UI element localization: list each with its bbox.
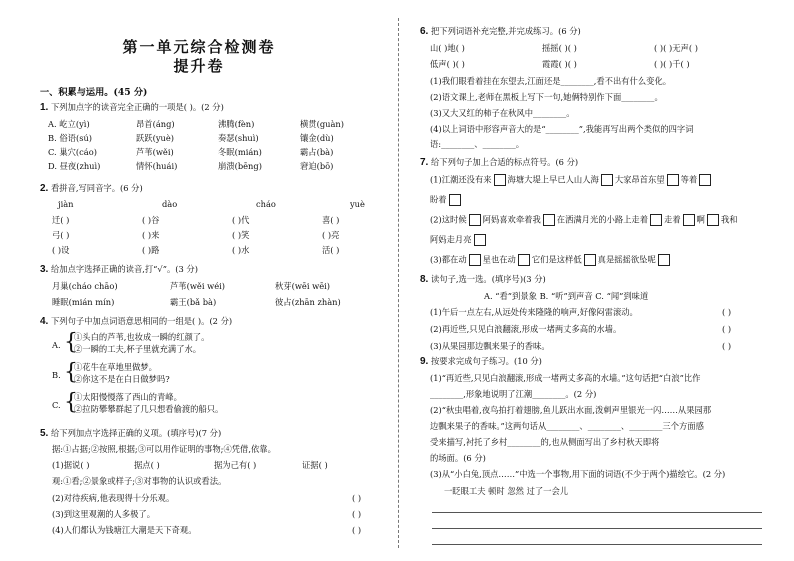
blank-cell[interactable]: ( )笑 — [232, 230, 250, 240]
option-line: ①头白的芦苇,也妆成一瞬的红颜了。 — [74, 332, 210, 342]
option-line: ①花牛在草地里做梦。 — [74, 362, 157, 372]
option-cell: 跃跃(yuè) — [136, 133, 175, 143]
punct-box[interactable] — [601, 174, 613, 186]
q9-line: (2)“秋虫唱着,夜鸟拍打着翅膀,鱼儿跃出水面,泼刺声里银光一闪……从果园那 — [430, 405, 712, 415]
q1-text: 下列加点字的读音完全正确的一项是( )。(2 分) — [50, 102, 224, 112]
punct-box[interactable] — [683, 214, 695, 226]
option-cell: 昂首(áng) — [136, 119, 175, 129]
option-line: ②你这不是在白日做梦吗? — [74, 374, 170, 384]
sentence-part: 阿妈喜欢牵着我 — [482, 214, 541, 225]
q9-line: ________,形象地说明了江潮________。(2 分) — [430, 389, 597, 399]
q4-stem — [40, 316, 232, 327]
option-cell: 横贯(guàn) — [300, 119, 345, 129]
sentence-part: 等着 — [680, 174, 698, 185]
option-label: B. — [52, 370, 61, 380]
q7-line — [430, 214, 738, 226]
choice-cell[interactable]: 芦苇(wěi wéi) — [170, 281, 226, 291]
blank-cell[interactable]: 喜( ) — [322, 215, 340, 225]
answer-paren[interactable]: ( ) — [352, 509, 362, 519]
sentence-part: (3)都在动 — [430, 254, 467, 265]
option-label: C. — [52, 400, 61, 410]
pinyin: yuè — [350, 199, 365, 209]
q9-line: 边飘来果子的香味。”这两句话从________、________、________三个方面感 — [430, 421, 704, 431]
q9-text: 按要求完成句子练习。(10 分) — [430, 356, 542, 366]
choice-cell[interactable]: 睡眠(mián mín) — [52, 297, 115, 307]
q2-grid — [52, 215, 382, 255]
q8-number: 8. — [420, 274, 429, 285]
blank-cell[interactable]: ( )水 — [232, 245, 250, 255]
option-cell: 崩溃(bēng) — [218, 161, 262, 171]
q5-text: 给下列加点字选择正确的义项。(填序号)(7 分) — [50, 428, 222, 438]
option-cell: 窘迫(bō) — [300, 161, 334, 171]
punct-box[interactable] — [658, 254, 670, 266]
q3-grid — [52, 281, 382, 307]
sentence-part: 走着 — [664, 214, 681, 225]
answer-paren[interactable]: ( ) — [722, 341, 732, 351]
section-heading: 一、积累与运用。(45 分) — [40, 87, 148, 98]
pinyin: jiàn — [58, 199, 74, 209]
q2-number: 2. — [40, 183, 49, 194]
q7-line — [430, 234, 488, 246]
q7-number: 7. — [420, 157, 429, 168]
option-cell: 霸占(bà) — [300, 147, 334, 157]
blank-cell[interactable]: ( )( )千( ) — [654, 59, 690, 69]
q8-item: (2)再近些,只见白浪翻滚,形成一堵两丈多高的水墙。 — [430, 324, 622, 334]
punct-box[interactable] — [699, 174, 711, 186]
blank-cell[interactable]: 迁( ) — [52, 215, 70, 225]
q6-item: (1)我们眼看着挂在东望去,江面还是________,看不出有什么变化。 — [430, 76, 672, 86]
choice-cell[interactable]: 霸王(bǎ bà) — [170, 297, 217, 307]
q8-text: 读句子,选一选。(填序号)(3 分) — [430, 274, 546, 284]
blank-cell[interactable]: (1)据说( ) — [52, 460, 90, 470]
blank-cell[interactable]: ( )代 — [232, 215, 250, 225]
option-line: ①太阳慢慢落了西山的青峰。 — [74, 392, 182, 402]
q2-text: 看拼音,写同音字。(6 分) — [50, 183, 143, 193]
pinyin: cháo — [256, 199, 276, 209]
sentence-part: (1)江潮还没有来 — [430, 174, 492, 185]
sentence-part: (2)这时候 — [430, 214, 467, 225]
q6-row — [430, 59, 770, 69]
option-line: ②拉防攀攀群起了几只想看偷渡的船只。 — [74, 404, 224, 414]
page-title: 第一单元综合检测卷 — [122, 38, 276, 56]
answer-line[interactable] — [432, 544, 762, 545]
q9-line: 的场面。(6 分) — [430, 453, 486, 463]
punct-box[interactable] — [469, 254, 481, 266]
blank-cell[interactable]: 据为己有( ) — [214, 460, 257, 470]
q8-stem — [420, 274, 546, 285]
option-cell: 沸腾(fèn) — [218, 119, 255, 129]
q1-row — [48, 161, 378, 171]
option-cell: 冬眠(mián) — [218, 147, 262, 157]
q9-number: 9. — [420, 356, 429, 367]
q9-line: 受来描写,衬托了乡村________的,也从侧面写出了乡村秋天即将 — [430, 437, 660, 447]
option-cell: 奏瑟(shuì) — [218, 133, 259, 143]
q5-stem — [40, 428, 221, 439]
blank-cell[interactable]: ( )谷 — [142, 215, 160, 225]
choice-cell[interactable]: 秋芽(wēi wēi) — [275, 281, 331, 291]
punct-box[interactable] — [494, 174, 506, 186]
q5-item: (4)人们都认为钱塘江大潮是天下奇观。 — [52, 525, 197, 535]
option-cell: 芦苇(wěi) — [136, 147, 174, 157]
q3-stem — [40, 264, 198, 275]
q5-item: (3)到这里观潮的人多极了。 — [52, 509, 156, 519]
q6-number: 6. — [420, 26, 429, 37]
q1-row — [48, 147, 378, 157]
option-cell: A. 屹立(yì) — [48, 119, 90, 129]
option-cell: B. 俗语(sú) — [48, 133, 93, 143]
punct-box[interactable] — [584, 254, 596, 266]
q2-row — [52, 230, 382, 240]
blank-cell[interactable]: ( )亮 — [322, 230, 340, 240]
blank-cell[interactable]: ( )路 — [142, 245, 160, 255]
q6-text: 把下列词语补充完整,并完成练习。(6 分) — [430, 26, 581, 36]
q6-item: (2)语文课上,老师在黑板上写下一句,她俩特别作下面________。 — [430, 92, 663, 102]
q6-item: 语:________、________。 — [430, 139, 525, 149]
blank-cell[interactable]: ( )设 — [52, 245, 70, 255]
punct-box[interactable] — [543, 214, 555, 226]
sentence-part: 阿妈走月亮 — [430, 234, 472, 245]
option-cell: C. 巢穴(cáo) — [48, 147, 97, 157]
q1-stem — [40, 102, 224, 113]
page-subtitle: 提升卷 — [173, 57, 225, 75]
punct-box[interactable] — [449, 194, 461, 206]
option-line: ②一瞬的工夫,杯子里就充满了水。 — [74, 344, 202, 354]
q2-stem — [40, 183, 143, 194]
brace-icon: { — [64, 330, 78, 355]
q7-line — [430, 174, 713, 186]
blank-cell[interactable]: 摇摇( )( ) — [542, 43, 577, 53]
answer-line[interactable] — [432, 512, 762, 513]
blank-cell[interactable]: 据点( ) — [134, 460, 160, 470]
answer-paren[interactable]: ( ) — [722, 324, 732, 334]
blank-cell[interactable]: 低声( )( ) — [430, 59, 465, 69]
option-cell: 情怀(huái) — [136, 161, 178, 171]
q6-row — [430, 43, 770, 53]
q3-text: 给加点字选择正确的读音,打“√”。(3 分) — [50, 264, 198, 274]
answer-line[interactable] — [432, 528, 762, 529]
q1-number: 1. — [40, 102, 49, 113]
q6-item: (3)又大又红的柿子在秋风中________。 — [430, 108, 575, 118]
q6-item: (4)以上词语中形容声音大的是“________”,我能再写出两个类似的四字词 — [430, 124, 694, 134]
choice-cell[interactable]: 彼占(zhān zhàn) — [275, 297, 341, 307]
q2-pinyin-row — [58, 199, 388, 209]
sentence-part: 真是摇摇欲坠呢 — [597, 254, 656, 265]
q8-item: (1)午后一点左右,从远处传来隆隆的响声,好像闷雷滚动。 — [430, 307, 638, 317]
punct-box[interactable] — [650, 214, 662, 226]
blank-cell[interactable]: ( )来 — [142, 230, 160, 240]
sentence-part: 大家昂首东望 — [614, 174, 665, 185]
punct-box[interactable] — [667, 174, 679, 186]
pinyin: dào — [162, 199, 178, 209]
q5-definitions-guan: 观:①看;②景象或样子;③对事物的认识或看法。 — [52, 476, 227, 486]
q6-stem — [420, 26, 581, 37]
q2-row — [52, 245, 382, 255]
q3-number: 3. — [40, 264, 49, 275]
q5-number: 5. — [40, 428, 49, 439]
blank-cell[interactable]: ( )( )无声( ) — [654, 43, 698, 53]
sentence-part: 我和 — [720, 214, 738, 225]
q7-line — [430, 194, 463, 206]
q5-item: (2)对待疾病,他表现得十分乐观。 — [52, 493, 175, 503]
option-cell: D. 昼夜(zhuì) — [48, 161, 101, 171]
blank-cell[interactable]: 证据( ) — [302, 460, 328, 470]
q8-item: (3)从果园那边飘来果子的香味。 — [430, 341, 550, 351]
q1-row — [48, 119, 378, 129]
q7-text: 给下列句子加上合适的标点符号。(6 分) — [430, 157, 579, 167]
q4-text: 下列句子中加点词语意思相同的一组是( )。(2 分) — [50, 316, 233, 326]
q4-number: 4. — [40, 316, 49, 327]
answer-paren[interactable]: ( ) — [352, 525, 362, 535]
blank-cell[interactable]: 活( ) — [322, 245, 340, 255]
punct-box[interactable] — [707, 214, 719, 226]
blank-cell[interactable]: 霞霞( )( ) — [542, 59, 577, 69]
brace-icon: { — [64, 360, 78, 385]
punct-box[interactable] — [469, 214, 481, 226]
sentence-part: 盼着 — [430, 194, 447, 205]
blank-cell[interactable]: 弓( ) — [52, 230, 70, 240]
sentence-part: 在洒满月光的小路上走着 — [556, 214, 649, 225]
q2-row — [52, 215, 382, 225]
punct-box[interactable] — [474, 234, 486, 246]
sentence-part: 海塘大堤上早已人山人海 — [507, 174, 599, 185]
q3-row — [52, 297, 382, 307]
q7-stem — [420, 157, 578, 168]
brace-icon: { — [64, 390, 78, 415]
q9-stem — [420, 356, 542, 367]
q8-options: A. “看”到景象 B. “听”到声音 C. “闻”到味道 — [484, 291, 649, 301]
punct-box[interactable] — [518, 254, 530, 266]
option-cell: 镶金(dù) — [300, 133, 334, 143]
answer-paren[interactable]: ( ) — [722, 307, 732, 317]
q9-line: (1)“再近些,只见白浪翻滚,形成一堵两丈多高的水墙。”这句话把“白浪”比作 — [430, 373, 701, 383]
q5-definitions-ju: 据:①占据;②按照,根据;③可以用作证明的事物;④凭借,依靠。 — [52, 444, 276, 454]
q1-options — [48, 119, 378, 171]
sentence-part: 星也在动 — [482, 254, 516, 265]
choice-cell[interactable]: 月巢(cháo chāo) — [52, 281, 118, 291]
q9-word-bank: 一眨眼工夫 顿时 忽然 过了一会儿 — [444, 486, 569, 496]
q3-row — [52, 281, 382, 291]
answer-paren[interactable]: ( ) — [352, 493, 362, 503]
option-label: A. — [52, 340, 61, 350]
q7-line — [430, 254, 672, 266]
sentence-part: 它们是这样低 — [531, 254, 582, 265]
sentence-part: 啊 — [696, 214, 705, 225]
column-divider — [398, 18, 399, 548]
q1-row — [48, 133, 378, 143]
blank-cell[interactable]: 山( )地( ) — [430, 43, 465, 53]
q9-line: (3)从“小白兔,顶点……”中选一个事物,用下面的词语(不少于两个)描绘它。(2 分) — [430, 469, 726, 479]
q5-ju-row — [52, 460, 382, 470]
